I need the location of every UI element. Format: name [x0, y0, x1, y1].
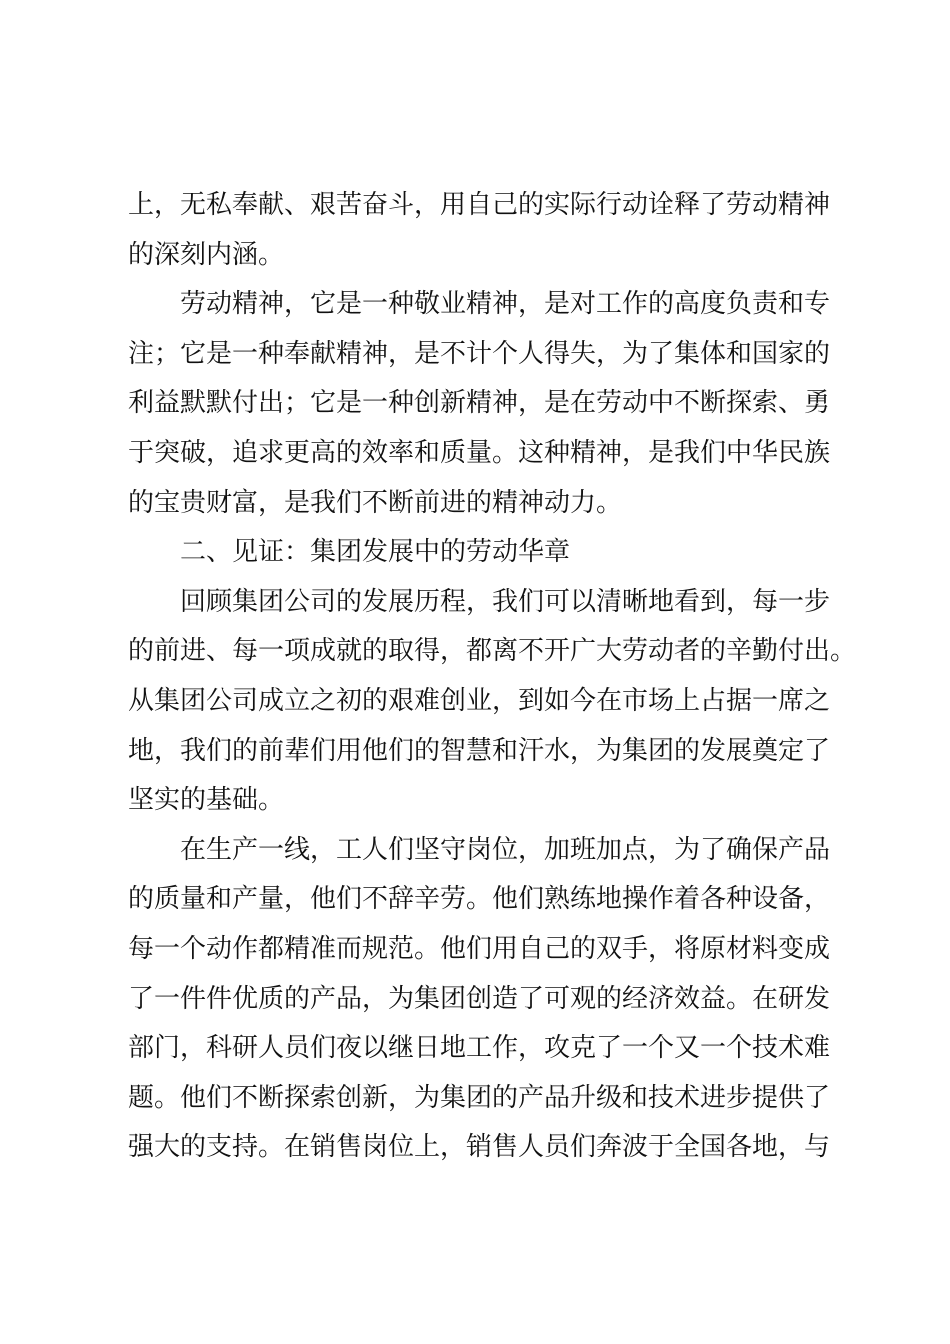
text-line: 的质量和产量，他们不辞辛劳。他们熟练地操作着各种设备，	[128, 884, 831, 915]
text-line: 利益默默付出；它是一种创新精神，是在劳动中不断探索、勇	[128, 388, 831, 419]
text-line: 题。他们不断探索创新，为集团的产品升级和技术进步提供了	[128, 1082, 831, 1113]
text-line: 的深刻内涵。	[128, 239, 285, 270]
text-line: 每一个动作都精准而规范。他们用自己的双手，将原材料变成	[128, 933, 831, 964]
paragraph-3	[128, 578, 857, 826]
text-line: 部门，科研人员们夜以继日地工作，攻克了一个又一个技术难	[128, 1033, 831, 1064]
text-line: 的宝贵财富，是我们不断前进的精神动力。	[128, 487, 623, 518]
text-line: 于突破，追求更高的效率和质量。这种精神，是我们中华民族	[128, 437, 831, 468]
paragraph-2	[128, 280, 833, 528]
section-heading	[128, 528, 833, 578]
text-line: 坚实的基础。	[128, 785, 285, 816]
text-line: 在生产一线，工人们坚守岗位，加班加点，为了确保产品	[180, 834, 831, 865]
paragraph-1	[128, 181, 833, 280]
text-line: 地，我们的前辈们用他们的智慧和汗水，为集团的发展奠定了	[128, 735, 831, 766]
text-line: 的前进、每一项成就的取得，都离不开广大劳动者的辛勤付出。	[128, 636, 857, 667]
text-line: 注；它是一种奉献精神，是不计个人得失，为了集体和国家的	[128, 338, 831, 369]
document-body	[128, 181, 857, 1173]
text-line: 了一件件优质的产品，为集团创造了可观的经济效益。在研发	[128, 983, 831, 1014]
heading-text: 二、见证：集团发展中的劳动华章	[180, 537, 571, 568]
text-line: 上，无私奉献、艰苦奋斗，用自己的实际行动诠释了劳动精神	[128, 190, 831, 220]
text-line: 劳动精神，它是一种敬业精神，是对工作的高度负责和专	[180, 289, 831, 320]
text-line: 从集团公司成立之初的艰难创业，到如今在市场上占据一席之	[128, 685, 831, 716]
text-line: 强大的支持。在销售岗位上，销售人员们奔波于全国各地，与	[128, 1132, 831, 1163]
paragraph-4	[128, 826, 833, 1173]
text-line: 回顾集团公司的发展历程，我们可以清晰地看到，每一步	[180, 586, 831, 617]
